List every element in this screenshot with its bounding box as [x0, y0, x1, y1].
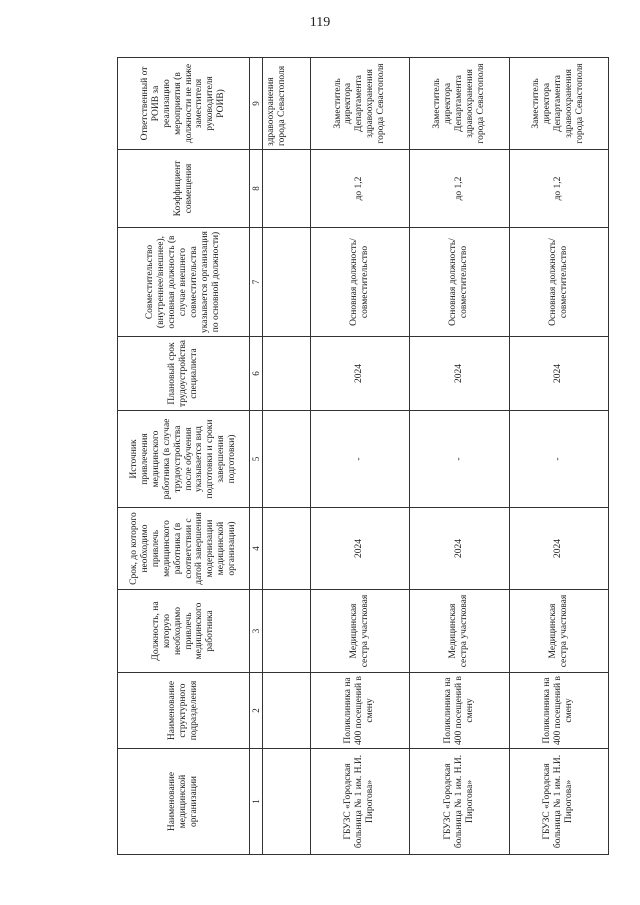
responsible-cell: Заместитель директора Департамента здравоохранения города Севастополя: [310, 58, 409, 150]
header-cell: Источник привлечения медицинского работника (в случае трудоустройства после обучения указывается вид подготовки и сроки завершения подготовки): [118, 411, 250, 508]
header-cell: Наименование структурного подразделения: [118, 673, 250, 749]
responsible-cell: Заместитель директора Департамента здравоохранения города Севастополя: [410, 58, 509, 150]
table-cell: [263, 508, 310, 590]
table-cell: [263, 749, 310, 855]
column-number: 4: [250, 508, 263, 590]
responsible-cell: Заместитель директора Департамента здравоохранения города Севастополя: [509, 58, 609, 150]
deadline-cell: 2024: [310, 508, 409, 590]
employment-year-cell: 2024: [310, 337, 409, 411]
source-cell: -: [310, 411, 409, 508]
employment-year-cell: 2024: [509, 337, 609, 411]
combination-cell: Основная должность/ совместительство: [410, 228, 509, 337]
organization-cell: ГБУЗС «Городская больница № 1 им. Н.И. Пирогова»: [310, 749, 409, 855]
department-cell: Поликлиника на 400 посещений в смену: [410, 673, 509, 749]
header-cell: Должность, на которую необходимо привлечь медицинского работника: [118, 590, 250, 673]
column-number-row: [250, 58, 263, 855]
column-number: 2: [250, 673, 263, 749]
page-number: 119: [309, 15, 331, 30]
organization-cell: ГБУЗС «Городская больница № 1 им. Н.И. Пирогова»: [509, 749, 609, 855]
responsible-cell: здравоохранения города Севастополя: [263, 58, 310, 150]
table-row: [410, 58, 509, 855]
coefficient-cell: до 1,2: [410, 150, 509, 228]
deadline-cell: 2024: [509, 508, 609, 590]
table-cell: [263, 590, 310, 673]
column-number: 9: [250, 58, 263, 150]
combination-cell: Основная должность/ совместительство: [310, 228, 409, 337]
organization-cell: ГБУЗС «Городская больница № 1 им. Н.И. Пирогова»: [410, 749, 509, 855]
column-number: 3: [250, 590, 263, 673]
header-cell: Коэффициент совмещения: [118, 150, 250, 228]
table-row: [509, 58, 609, 855]
column-number: 8: [250, 150, 263, 228]
position-cell: Медицинская сестра участковая: [509, 590, 609, 673]
header-cell: Плановый срок трудоустройства специалиста: [118, 337, 250, 411]
column-number: 6: [250, 337, 263, 411]
deadline-cell: 2024: [410, 508, 509, 590]
department-cell: Поликлиника на 400 посещений в смену: [310, 673, 409, 749]
employment-year-cell: 2024: [410, 337, 509, 411]
coefficient-cell: до 1,2: [509, 150, 609, 228]
table-cell: [263, 228, 310, 337]
position-cell: Медицинская сестра участковая: [310, 590, 409, 673]
source-cell: -: [410, 411, 509, 508]
header-cell: Наименование медицинской организации: [118, 749, 250, 855]
header-row: [118, 58, 250, 855]
table-cell: [263, 411, 310, 508]
table-row: [310, 58, 409, 855]
header-cell: Совместительство (внутреннее/внешнее), основная должность (в случае внешнего совместительства указывается организация по основной должности): [118, 228, 250, 337]
column-number: 1: [250, 749, 263, 855]
position-cell: Медицинская сестра участковая: [410, 590, 509, 673]
column-number: 7: [250, 228, 263, 337]
header-cell: Срок, до которого необходимо привлечь медицинского работника (в соответствии с датой завершения модернизации медицинской организации): [118, 508, 250, 590]
header-cell: Ответственный от РОИВ за реализацию мероприятия (в должности не ниже заместителя руководителя РОИВ): [118, 58, 250, 150]
table-cell: [263, 150, 310, 228]
combination-cell: Основная должность/ совместительство: [509, 228, 609, 337]
department-cell: Поликлиника на 400 посещений в смену: [509, 673, 609, 749]
column-number: 5: [250, 411, 263, 508]
continued-row: [263, 58, 310, 855]
coefficient-cell: до 1,2: [310, 150, 409, 228]
table-cell: [263, 337, 310, 411]
rotated-table-container: [117, 58, 609, 855]
table-cell: [263, 673, 310, 749]
source-cell: -: [509, 411, 609, 508]
staffing-table: [117, 57, 609, 855]
